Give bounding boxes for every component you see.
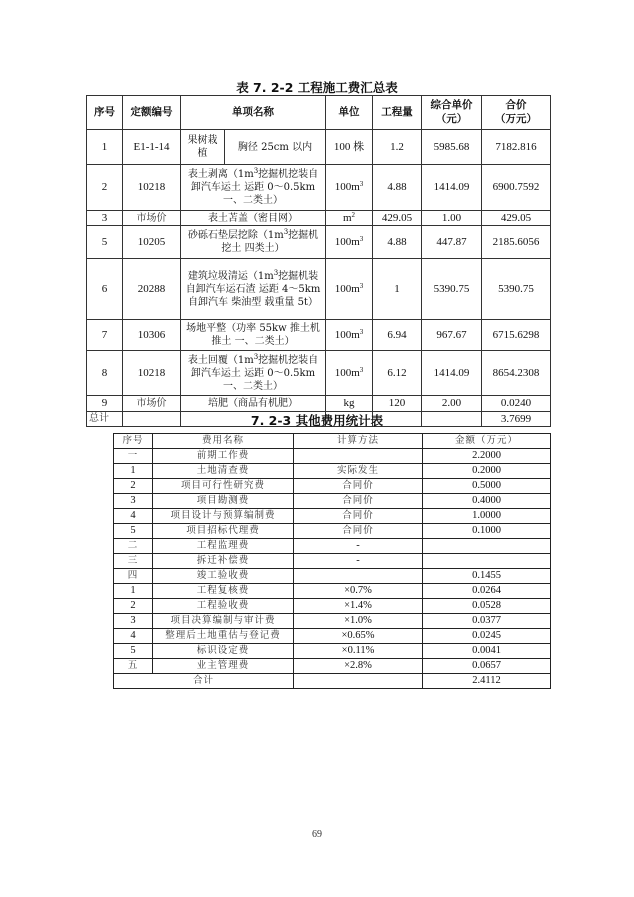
table-row [114,464,551,479]
header-amount: 金额（万元） [423,434,551,449]
cell-seq: 1 [114,464,153,479]
cell-name: 工程复核费 [153,584,294,599]
cell-code: E1-1-14 [123,130,181,165]
table-row [87,211,551,226]
cell-amount: 0.1000 [423,524,551,539]
cell-seq: 三 [114,554,153,569]
cell-unit [326,226,373,259]
table-row [114,539,551,554]
unit-text: m [342,212,352,224]
table-row [114,479,551,494]
cell-unit [326,351,373,396]
cell-seq: 2 [114,479,153,494]
cell-amount [423,539,551,554]
cell-qty: 429.05 [373,211,422,226]
cell-seq: 9 [87,396,123,411]
cell-seq: 8 [87,351,123,396]
cell-name-b: 胸径 25cm 以内 [225,130,326,165]
table1-header-row [87,96,551,130]
table-row [114,629,551,644]
cell-name: 项目勘测费 [153,494,294,509]
cell-name: 项目可行性研究费 [153,479,294,494]
cell-qty: 6.94 [373,320,422,351]
cell-method: - [294,539,423,554]
cell-method: 合同价 [294,494,423,509]
table-row [87,320,551,351]
other-costs-table [113,433,551,689]
cell-method: ×1.0% [294,614,423,629]
table-row [114,569,551,584]
cell-code: 10205 [123,226,181,259]
table-row [114,659,551,674]
cell-total: 8654.2308 [482,351,551,396]
cell-amount: 0.0377 [423,614,551,629]
name-text: 挖掘机装自卸汽车运石渣 运距 4～5km 自卸汽车 柴油型 载重量 5t） [185,270,321,308]
cell-code: 20288 [123,259,181,320]
table-total-row [114,674,551,689]
header-name: 费用名称 [153,434,294,449]
cell-amount: 1.0000 [423,509,551,524]
cell-price: 5985.68 [422,130,482,165]
header-unit-price-l2: （元） [435,112,468,125]
header-unit: 单位 [326,96,373,130]
cell-seq: 3 [114,494,153,509]
cell-amount [423,554,551,569]
cell-seq: 5 [114,644,153,659]
cell-code: 10306 [123,320,181,351]
header-seq: 序号 [87,96,123,130]
cell-seq: 4 [114,509,153,524]
cell-price: 967.67 [422,320,482,351]
cell-method: 实际发生 [294,464,423,479]
cell-method: ×0.7% [294,584,423,599]
unit-text: 100m [334,236,360,249]
cell-unit: 100 株 [326,130,373,165]
total-amount: 2.4112 [423,674,551,689]
cell-qty: 120 [373,396,422,411]
header-total-l1: 合价 [505,98,527,111]
cell-seq: 6 [87,259,123,320]
name-sup: 3 [253,167,259,175]
cell-amount: 0.0245 [423,629,551,644]
cell-method: - [294,554,423,569]
cell-name: 项目招标代理费 [153,524,294,539]
cell-amount: 0.5000 [423,479,551,494]
total-method [294,674,423,689]
cell-total: 5390.75 [482,259,551,320]
cell-total: 6900.7592 [482,165,551,211]
name-sup: 3 [253,352,259,361]
table-row [114,599,551,614]
table-row [114,449,551,464]
name-sup: 3 [273,268,279,277]
cell-name: 培肥（商品有机肥） [181,396,326,411]
unit-sup: 3 [359,366,364,375]
cell-qty: 4.88 [373,226,422,259]
cell-method [294,569,423,584]
cell-name: 拆迁补偿费 [153,554,294,569]
total-label: 合计 [114,674,294,689]
header-unit-price [422,96,482,130]
cell-name: 竣工验收费 [153,569,294,584]
cell-unit [326,165,373,211]
unit-sup: 3 [359,328,364,337]
cell-seq: 1 [114,584,153,599]
header-total [482,96,551,130]
cell-amount: 0.2000 [423,464,551,479]
unit-sup: 3 [359,180,364,189]
cell-amount: 0.4000 [423,494,551,509]
cell-name [181,351,326,396]
cell-code: 10218 [123,165,181,211]
total-label: 总计 [87,411,123,426]
name-text: 挖掘机挖装自卸汽车运土 运距 0～0.5km 一、二类土） [190,169,319,206]
table2-header-row [114,434,551,449]
cell-total: 0.0240 [482,396,551,411]
cell-amount: 2.2000 [423,449,551,464]
cell-name-a: 果树栽植 [181,130,225,165]
cell-method: ×2.8% [294,659,423,674]
table1-title: 表 7. 2-2 工程施工费汇总表 [236,80,398,95]
table-row [114,584,551,599]
unit-text: 100m [334,367,360,380]
header-name: 单项名称 [181,96,326,130]
unit-sup: 3 [359,235,364,244]
cell-method: 合同价 [294,479,423,494]
cell-unit [326,320,373,351]
table-row [87,396,551,411]
cell-method: ×0.65% [294,629,423,644]
cell-total: 6715.6298 [482,320,551,351]
cell-seq: 7 [87,320,123,351]
table-row [87,165,551,211]
cell-price: 1414.09 [422,351,482,396]
table-row [87,259,551,320]
cell-method [294,449,423,464]
total-value: 3.7699 [482,411,551,426]
header-method: 计算方法 [294,434,423,449]
cell-unit [326,259,373,320]
cell-name: 业主管理费 [153,659,294,674]
cell-name [181,259,326,320]
cell-name: 土地清查费 [153,464,294,479]
cell-seq: 二 [114,539,153,554]
cell-seq: 4 [114,629,153,644]
cell-qty: 1 [373,259,422,320]
table-row [87,226,551,259]
table-row [87,351,551,396]
unit-text: 100m [334,181,360,194]
cell-code: 市场价 [123,396,181,411]
cell-code: 10218 [123,351,181,396]
table-row [114,524,551,539]
cell-unit: kg [326,396,373,411]
cell-seq: 3 [87,211,123,226]
table-row [114,554,551,569]
table-row [114,509,551,524]
cell-price: 447.87 [422,226,482,259]
table-row [114,614,551,629]
cell-amount: 0.0041 [423,644,551,659]
cell-name: 场地平整（功率 55kw 推土机推土 一、二类土） [181,320,326,351]
cell-price: 5390.75 [422,259,482,320]
header-total-l2: （万元） [495,112,537,125]
cell-price: 1414.09 [422,165,482,211]
cell-amount: 0.1455 [423,569,551,584]
unit-text: 100m [334,283,360,296]
cell-seq: 五 [114,659,153,674]
cell-name: 前期工作费 [153,449,294,464]
cell-price: 1.00 [422,211,482,226]
cell-seq: 5 [87,226,123,259]
name-text: 挖掘机挖土 四类土） [221,230,319,255]
name-text: 建筑垃圾清运（1m [187,270,274,282]
cell-amount: 0.0264 [423,584,551,599]
cell-seq: 2 [87,165,123,211]
cell-seq: 2 [114,599,153,614]
table2-title: 7. 2-3 其他费用统计表 [250,413,384,428]
construction-cost-summary-table [86,95,551,427]
cell-amount: 0.0657 [423,659,551,674]
cell-seq: 四 [114,569,153,584]
header-qty: 工程量 [373,96,422,130]
cell-total: 2185.6056 [482,226,551,259]
cell-amount: 0.0528 [423,599,551,614]
cell-name [181,165,326,211]
table-row [114,644,551,659]
cell-seq: 一 [114,449,153,464]
cell-name: 工程监理费 [153,539,294,554]
name-text: 表土回覆（1m [187,354,254,366]
unit-text: 100m [334,329,360,342]
name-text: 砂砾石垫层挖除（1m [187,230,284,242]
cell-name: 标识设定费 [153,644,294,659]
name-text: 表土剥离（1m [187,169,254,180]
cell-qty: 1.2 [373,130,422,165]
table-row [114,494,551,509]
cell-name: 整理后土地重估与登记费 [153,629,294,644]
cell-seq: 3 [114,614,153,629]
name-text: 挖掘机挖装自卸汽车运土 运距 0～0.5km 一、二类土） [190,354,319,392]
cell-price: 2.00 [422,396,482,411]
cell-seq: 5 [114,524,153,539]
cell-method: 合同价 [294,524,423,539]
header-seq: 序号 [114,434,153,449]
cell-qty: 4.88 [373,165,422,211]
header-code: 定额编号 [123,96,181,130]
cell-name: 工程验收费 [153,599,294,614]
cell-qty: 6.12 [373,351,422,396]
cell-name: 表土苫盖（密目网） [181,211,326,226]
unit-sup: 3 [359,282,364,291]
cell-total: 429.05 [482,211,551,226]
header-unit-price-l1: 综合单价 [430,98,473,111]
cell-method: ×0.11% [294,644,423,659]
cell-name [181,226,326,259]
cell-name: 项目设计与预算编制费 [153,509,294,524]
unit-sup: 2 [351,211,356,219]
cell-method: ×1.4% [294,599,423,614]
cell-name: 项目决算编制与审计费 [153,614,294,629]
cell-method: 合同价 [294,509,423,524]
cell-seq: 1 [87,130,123,165]
cell-code: 市场价 [123,211,181,226]
cell-unit [326,211,373,226]
table-row [87,130,551,165]
cell-total: 7182.816 [482,130,551,165]
page-number: 69 [312,829,322,840]
name-sup: 3 [283,228,289,237]
